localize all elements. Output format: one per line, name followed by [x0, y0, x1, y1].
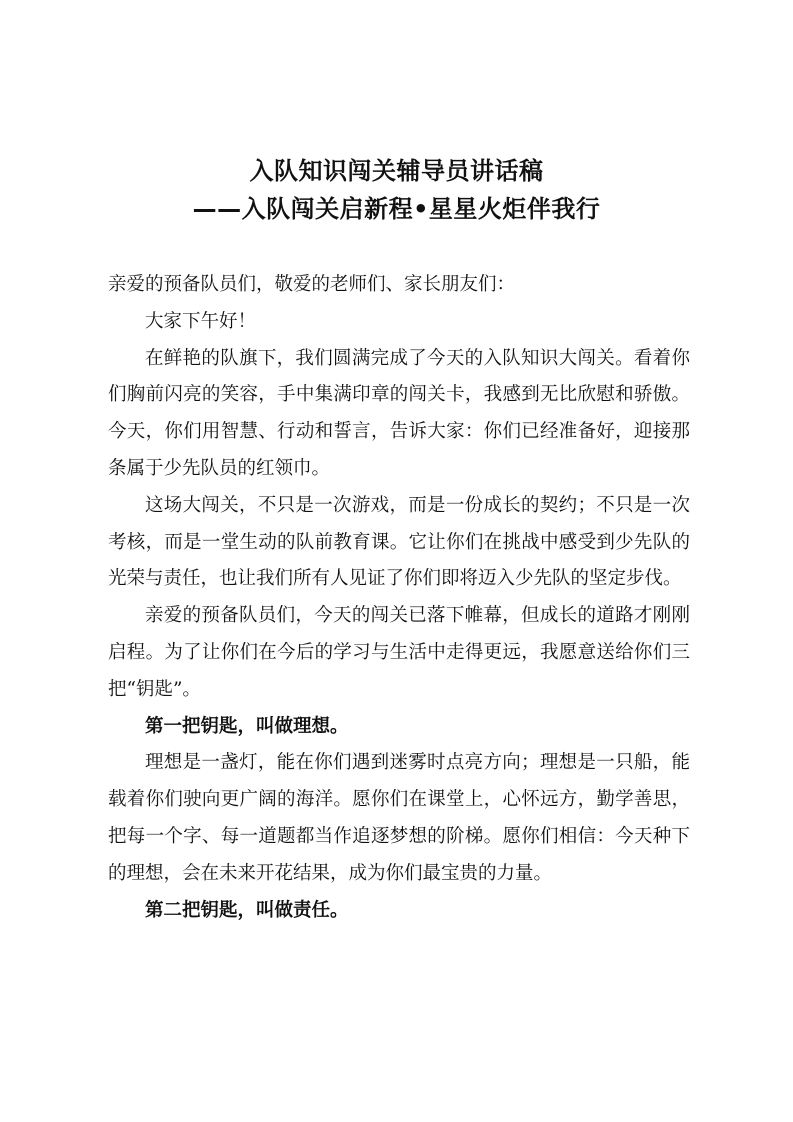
document-subtitle: ——入队闯关启新程•星星火炬伴我行 — [192, 195, 601, 223]
document-title: 入队知识闯关辅导员讲话稿 — [249, 157, 544, 185]
document-body — [108, 267, 690, 929]
greeting-paragraph: 大家下午好！ — [145, 310, 257, 332]
body-paragraph: 理想是一盏灯，能在你们遇到迷雾时点亮方向；理想是一只船，能载着你们驶向更广阔的海洋。愿你们在课堂上，心怀远方，勤学善思，把每一个字、每一道题都当作追逐梦想的阶梯。愿你们相信：今天种下的理想，会在未来开花结果，成为你们最宝贵的力量。 — [108, 752, 690, 884]
section-heading: 第二把钥匙，叫做责任。 — [145, 899, 349, 921]
section-heading: 第一把钥匙，叫做理想。 — [145, 715, 349, 737]
salutation: 亲爱的预备队员们，敬爱的老师们、家长朋友们： — [108, 274, 516, 295]
body-paragraph: 亲爱的预备队员们，今天的闯关已落下帷幕，但成长的道路才刚刚启程。为了让你们在今后的学习与生活中走得更远，我愿意送给你们三把“钥匙”。 — [108, 605, 690, 700]
body-paragraph: 这场大闯关，不只是一次游戏，而是一份成长的契约；不只是一次考核，而是一堂生动的队前教育课。它让你们在挑战中感受到少先队的光荣与责任，也让我们所有人见证了你们即将迈入少先队的坚定步伐。 — [108, 494, 690, 590]
body-paragraph: 在鲜艳的队旗下，我们圆满完成了今天的入队知识大闯关。看着你们胸前闪亮的笑容，手中集满印章的闯关卡，我感到无比欣慰和骄傲。今天，你们用智慧、行动和誓言，告诉大家：你们已经准备好，迎接那条属于少先队员的红领巾。 — [108, 347, 690, 479]
